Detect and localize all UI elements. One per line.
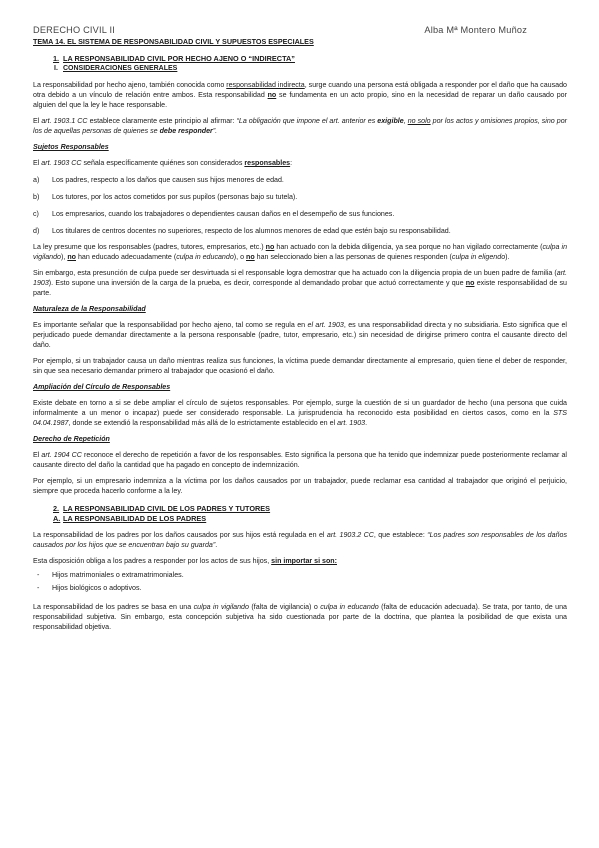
section-title: LA RESPONSABILIDAD CIVIL DE LOS PADRES Y TUTORES (63, 504, 271, 513)
section-2-a-heading (33, 514, 567, 524)
list-item: c) Los empresarios, cuando los trabajadores o dependientes causan daños en el desempeño de sus funciones. (33, 210, 395, 218)
paragraph-presuncion: La ley presume que los responsables (padres, tutores, empresarios, etc.) no han actuado con la debida diligencia, ya sea porque no han vigilado correctamente (culpa in vigilando), no han educado adecuadamente (culpa in educando), o no han seleccionado bien a las personas de quienes responden (culpa in eligendo). (33, 243, 568, 261)
section-1-heading (33, 54, 567, 64)
document-body (33, 37, 567, 632)
paragraph-repeticion: El art. 1904 CC reconoce el derecho de repetición a favor de los responsables. Esto significa la persona que ha tenido que indemnizar puede posteriormente reclamar al causante directo del daño la cantidad que ha pagado en concepto de indemnización. (33, 451, 567, 469)
paragraph-ampliacion: Existe debate en torno a si se debe ampliar el círculo de sujetos responsables. Por ejemplo, surge la cuestión de si un guardador de hecho (una persona que cuida informalmente a un menor o incapaz) puede ser considerado responsable. La jurisprudencia ha reconocido esta posibilidad en ciertos casos, como en la STS 04.04.1987, donde se extendió la responsabilidad más allá de lo estrictamente establecido en el art. 1903. (33, 399, 567, 427)
section-2-heading (33, 504, 567, 514)
paragraph-ejemplo-empresario: Por ejemplo, si un empresario indemniza a la víctima por los daños causados por un trabajador, puede reclamar esa cantidad al trabajador que originó el perjuicio, siempre que proceda hacerlo conforme a la ley. (33, 477, 567, 495)
paragraph-inversion-prueba: Sin embargo, esta presunción de culpa puede ser desvirtuada si el responsable logra demostrar que ha actuado con la diligencia propia de un buen padre de familia (art. 1903). Esto supone una inversión de la carga de la prueba, es decir, corresponde al demandado probar que actuó correctamente y que no existe responsabilidad de su parte. (33, 269, 567, 297)
list-item: a) Los padres, respecto a los daños que causen sus hijos menores de edad. (33, 176, 284, 184)
paragraph-art-1903-2: La responsabilidad de los padres por los daños causados por sus hijos está regulada en el art. 1903.2 CC, que establece: “Los padres son responsables de los daños causados por los hijos que se encuentran bajo su guarda”. (33, 531, 568, 549)
page-header (33, 25, 567, 37)
section-title: CONSIDERACIONES GENERALES (63, 65, 178, 72)
section-number: 1. (53, 54, 60, 63)
paragraph-naturaleza: Es importante señalar que la responsabilidad por hecho ajeno, tal como se regula en el art. 1903, es una responsabilidad directa y no subsidiaria. Esto significa que el perjudicado puede demandar directamente a la persona responsable (padre, tutor, empresario, etc.) sin necesidad de dirigirse primero contra el causante directo del daño. (33, 321, 567, 349)
list-item: - Hijos biológicos o adoptivos. (37, 584, 142, 592)
header-author: Alba Mª Montero Muñoz (424, 25, 527, 35)
paragraph-ejemplo-trabajador: Por ejemplo, si un trabajador causa un daño mientras realiza sus funciones, la víctima puede demandar directamente al empresario, quien tiene el deber de responder, sin que sea necesario demandar primero al trabajador que ocasionó el daño. (33, 357, 567, 375)
section-number: 2. (53, 504, 60, 513)
paragraph-disposicion: Esta disposición obliga a los padres a responder por los actos de sus hijos, sin importar si son: (33, 557, 337, 565)
paragraph-definition: La responsabilidad por hecho ajeno, también conocida como responsabilidad indirecta, surge cuando una persona está obligada a responder por el daño que ha causado otra debido a un vínculo de relación entre ambos. Esta responsabilidad no se fundamenta en un acto propio, sino en la necesidad de reparar un daño causado por alguien del que la ley le hace responsable. (33, 81, 568, 109)
list-item: d) Los titulares de centros docentes no superiores, respecto de los alumnos menores de edad que estén bajo su responsabilidad. (33, 227, 451, 235)
list-hijos (33, 570, 567, 593)
subheading-sujetos: Sujetos Responsables (33, 143, 109, 151)
section-title: LA RESPONSABILIDAD DE LOS PADRES (63, 514, 207, 523)
section-number: A. (53, 514, 61, 523)
doc-title: TEMA 14. EL SISTEMA DE RESPONSABILIDAD CIVIL Y SUPUESTOS ESPECIALES (33, 37, 314, 46)
section-number: I. (54, 65, 58, 72)
list-item: b) Los tutores, por los actos cometidos por sus pupilos (personas bajo su tutela). (33, 193, 298, 201)
section-1-1-heading (33, 64, 567, 74)
paragraph-art-1903: El art. 1903 CC señala específicamente quiénes son considerados responsables: (33, 159, 293, 167)
paragraph-art-1903-1: El art. 1903.1 CC establece claramente este principio al afirmar: “La obligación que impone el art. anterior es exigible, no solo por los actos y omisiones propios, sino por los de aquellas personas de quienes se debe responder”. (33, 117, 568, 135)
list-sujetos (33, 175, 567, 236)
subheading-repeticion: Derecho de Repetición (33, 435, 110, 443)
paragraph-culpa: La responsabilidad de los padres se basa en una culpa in vigilando (falta de vigilancia) o culpa in educando (falta de educación adecuada). Se trata, por tanto, de una responsabilidad subjetiva. Sin embargo, esta concepción subjetiva ha sido cuestionada por parte de la doctrina, que plantea la posibilidad de que exista una responsabilidad objetiva. (33, 603, 567, 631)
header-course: DERECHO CIVIL II (33, 25, 115, 35)
section-title: LA RESPONSABILIDAD CIVIL POR HECHO AJENO O “INDIRECTA” (63, 54, 295, 63)
list-item: - Hijos matrimoniales o extramatrimoniales. (37, 571, 184, 579)
subheading-ampliacion: Ampliación del Círculo de Responsables (33, 383, 171, 391)
subheading-naturaleza: Naturaleza de la Responsabilidad (33, 305, 146, 313)
